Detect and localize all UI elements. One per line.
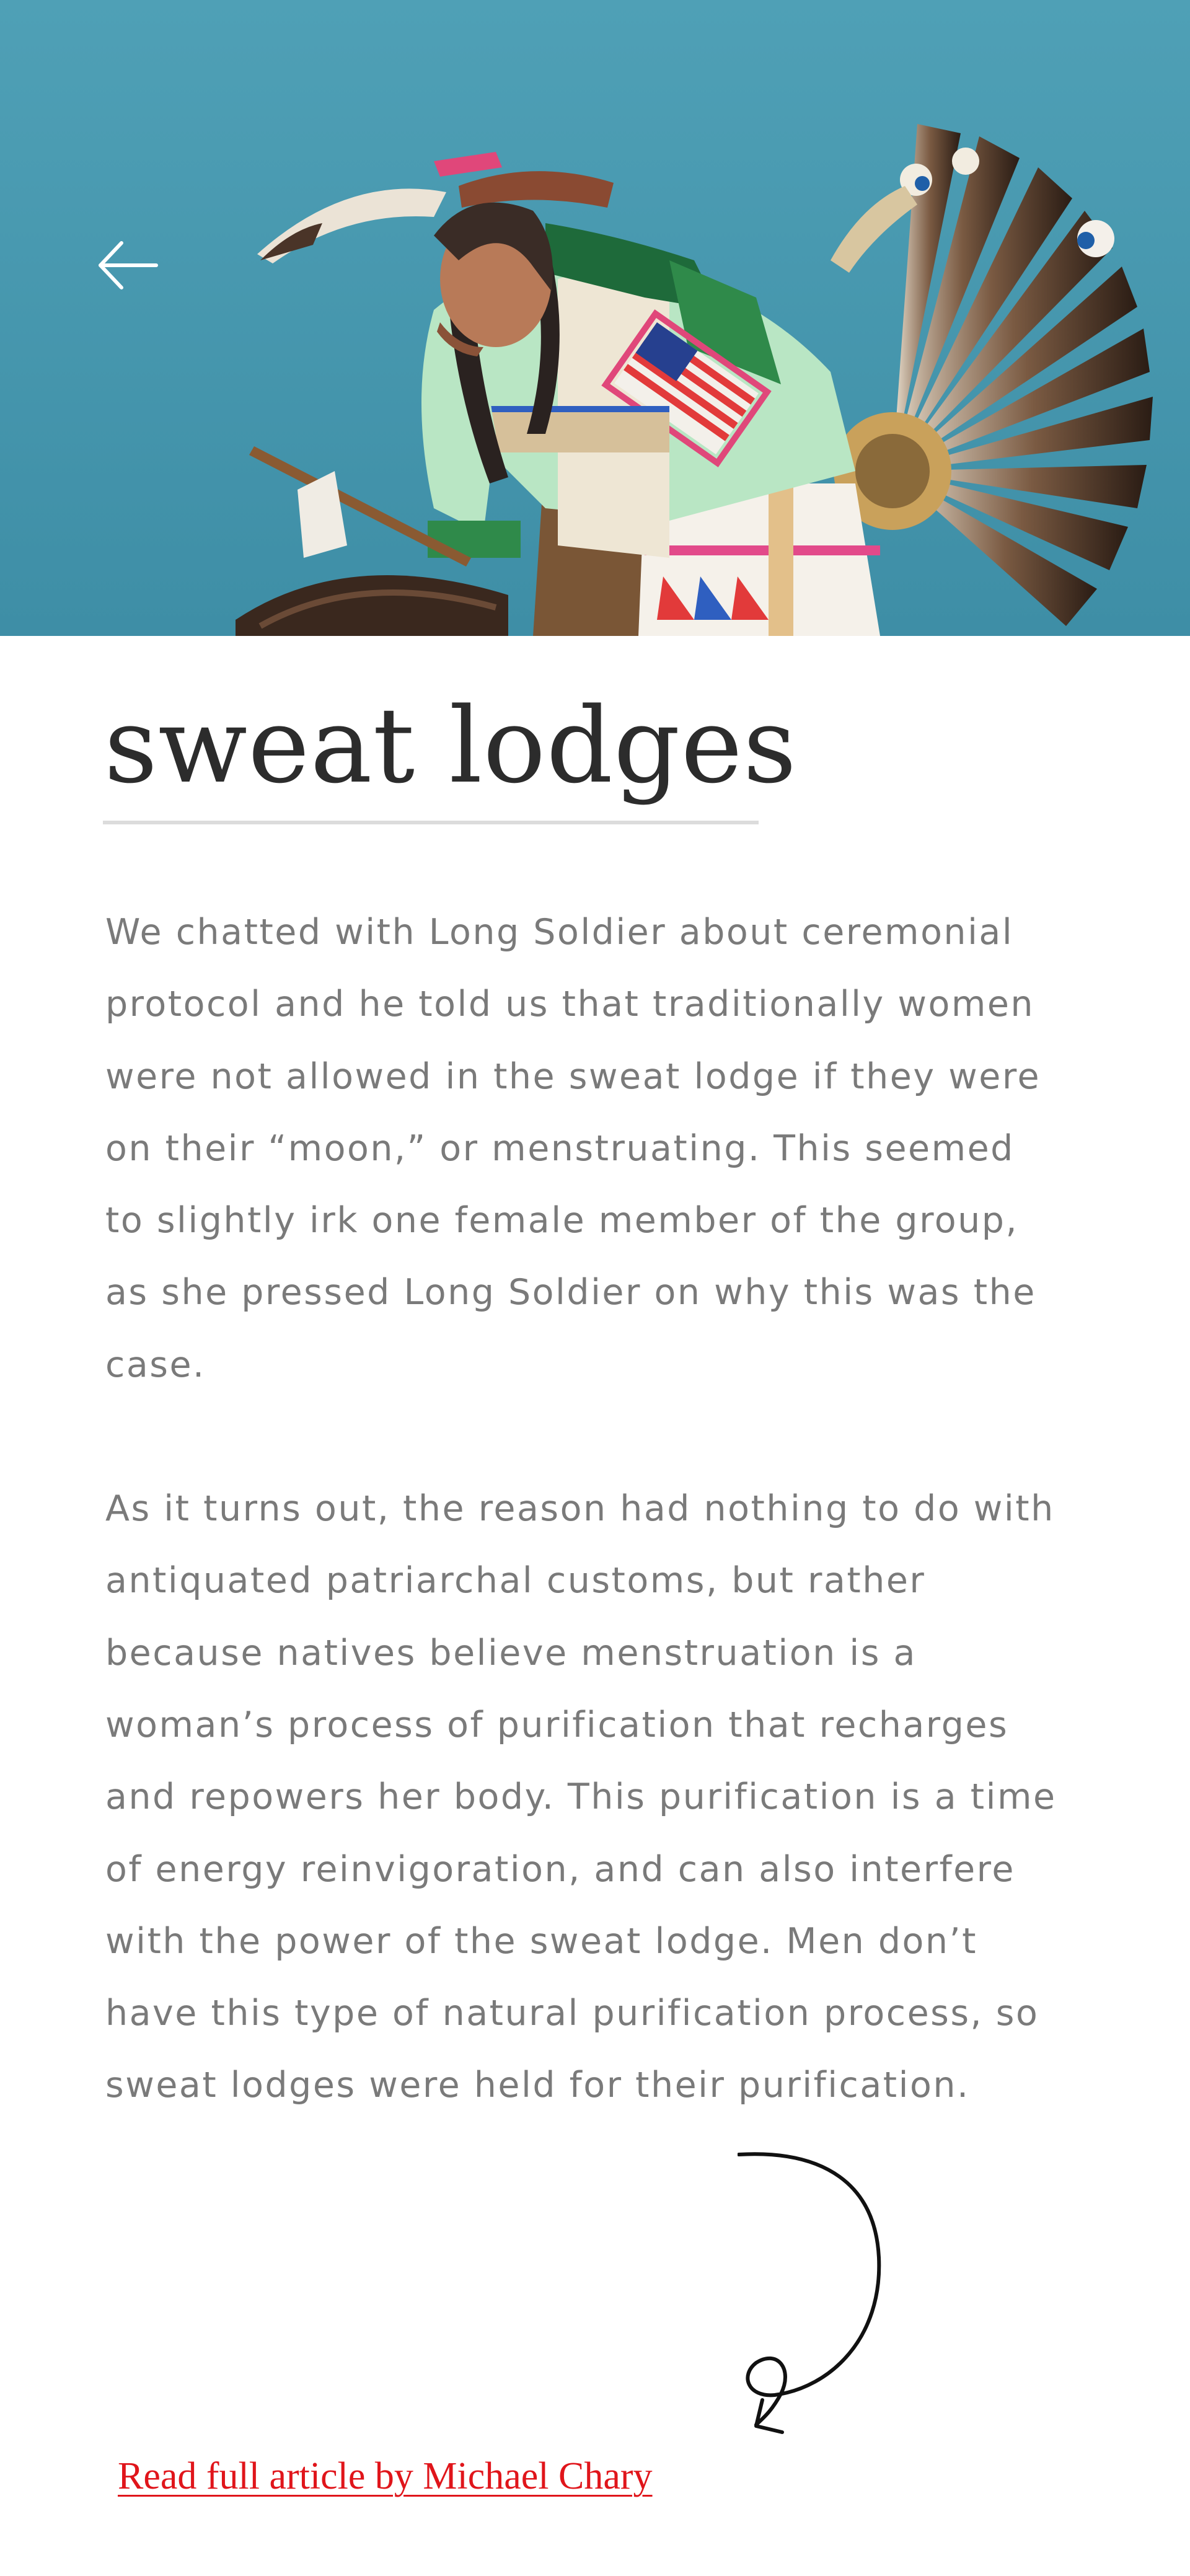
curly-arrow-icon	[738, 2152, 961, 2512]
back-button[interactable]	[93, 231, 162, 300]
arrow-left-icon	[93, 231, 162, 300]
article-paragraph: We chatted with Long Soldier about ceremonial protocol and he told us that traditionally women were not allowed in the sweat lodge if they were on their “moon,” or menstruating. This seemed to slightly irk one female member of the group, as she pressed Long Soldier on why this was the case.	[105, 912, 1041, 1385]
article-body	[105, 896, 1060, 2194]
title-divider	[103, 821, 759, 824]
hero-photo	[0, 0, 1190, 636]
page-title: sweat lodges	[104, 685, 798, 806]
article-content	[0, 636, 1190, 2576]
hero-image	[0, 0, 1190, 636]
article-paragraph: As it turns out, the reason had nothing to do with antiquated patriarchal customs, but rather because natives believe menstruation is a woman’s process of purification that recharges and repowers her body. This purification is a time of energy reinvigoration, and can also interfere with the power of the sweat lodge. Men don’t have this type of natural purification process, so sweat lodges were held for their purification.	[105, 1488, 1057, 2106]
read-full-article-link[interactable]: Read full article by Michael Chary	[118, 2455, 653, 2497]
